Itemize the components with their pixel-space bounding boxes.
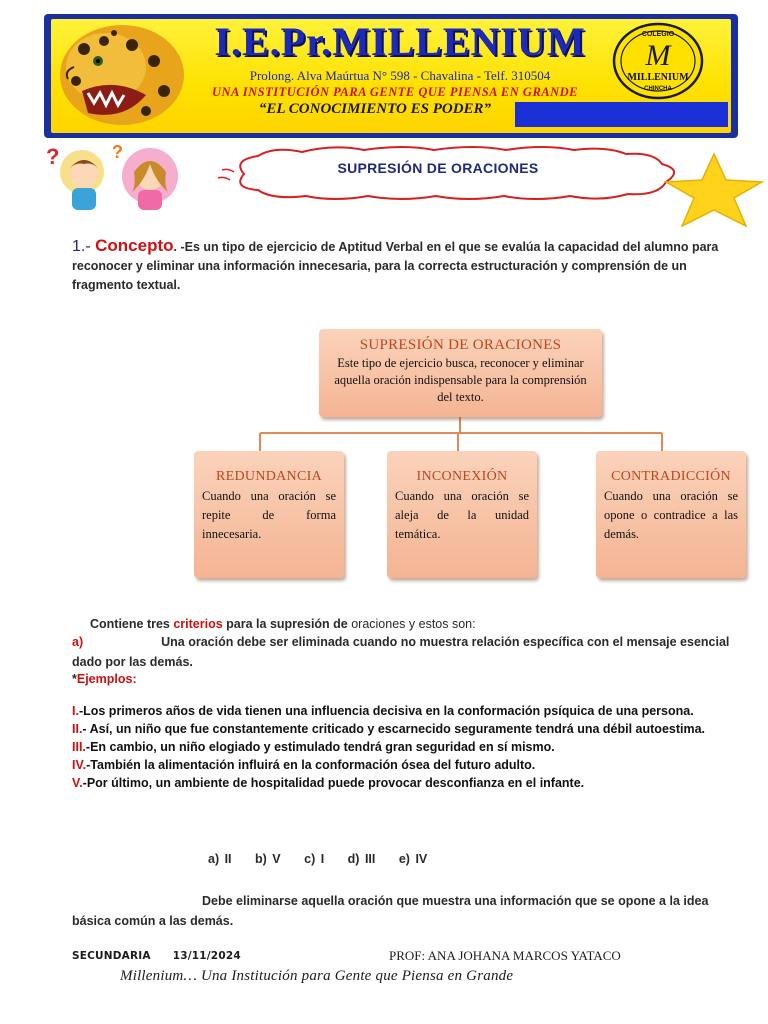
thinking-kids-illustration bbox=[44, 142, 188, 210]
answer-options bbox=[208, 849, 608, 869]
sentence-number: IV. bbox=[72, 758, 87, 772]
answer-option: c) I bbox=[304, 852, 325, 866]
header-blue-bar bbox=[515, 102, 728, 127]
sentence-item bbox=[72, 774, 732, 792]
criterion-a-text: Una oración debe ser eliminada cuando no muestra relación específica con el mensaje esencial dado por las demás. bbox=[72, 635, 730, 669]
svg-text:?: ? bbox=[46, 144, 60, 169]
diagram-connector-lines bbox=[250, 415, 680, 455]
diagram-root-heading: SUPRESIÓN DE ORACIONES bbox=[359, 337, 562, 353]
diagram-box-body: Cuando una oración se aleja de la unidad temática. bbox=[395, 489, 529, 541]
sentence-text: -También la alimentación influirá en la conformación ósea del futuro adulto. bbox=[86, 758, 536, 772]
sentence-number: V. bbox=[72, 776, 83, 790]
examples-star: * bbox=[72, 672, 77, 686]
answer-option: a) II bbox=[208, 852, 232, 866]
footer-level-date bbox=[72, 950, 263, 962]
diagram-box-body: Cuando una oración se repite de forma innecesaria. bbox=[202, 489, 336, 541]
badge-monogram: M bbox=[645, 39, 671, 72]
sentence-item bbox=[72, 720, 732, 738]
criterion-c-text: Debe eliminarse aquella oración que muestra una información que se opone a la idea básica común a las demás. bbox=[72, 894, 709, 928]
example-sentences bbox=[72, 702, 732, 792]
concept-text: . -Es un tipo de ejercicio de Aptitud Verbal en el que se evalúa la capacidad del alumno para reconocer y eliminar una información innecesaria, para la correcta estructuración y comprensión de un fragmento textual. bbox=[72, 240, 719, 292]
sentence-text: -Los primeros años de vida tienen una influencia decisiva en la conformación psíquica de una persona. bbox=[78, 704, 694, 718]
criteria-intro-post: oraciones y estos son: bbox=[351, 617, 476, 631]
criterion-a bbox=[72, 632, 732, 672]
diagram-box-redundancia bbox=[194, 451, 344, 578]
criteria-keyword: criterios bbox=[173, 617, 223, 631]
criterion-a-label: a) bbox=[72, 635, 84, 649]
badge-top-text: COLEGIO bbox=[641, 31, 675, 38]
criteria-intro-pre: Contiene tres bbox=[90, 617, 174, 631]
diagram-box-inconexion bbox=[387, 451, 537, 578]
school-badge-icon bbox=[612, 22, 704, 100]
badge-name-text: MILLENIUM bbox=[627, 72, 689, 83]
footer-motto: Millenium… Una Institución para Gente que Piensa en Grande bbox=[120, 968, 514, 984]
jaguar-logo-icon bbox=[54, 21, 186, 129]
criteria-intro-mid: para la supresión de bbox=[222, 617, 352, 631]
sentence-number: I. bbox=[72, 704, 79, 718]
sentence-text: -En cambio, un niño elogiado y estimulado tendrá gran seguridad en sí mismo. bbox=[85, 740, 555, 754]
answer-option: b) V bbox=[255, 852, 281, 866]
examples-heading bbox=[72, 669, 272, 689]
diagram-box-heading: CONTRADICCIÓN bbox=[611, 469, 731, 484]
diagram-root-box bbox=[319, 329, 602, 417]
svg-text:?: ? bbox=[112, 142, 123, 162]
examples-label: Ejemplos: bbox=[76, 672, 137, 686]
school-name: I.E.Pr.MILLENIUM bbox=[214, 19, 586, 64]
criteria-intro bbox=[90, 614, 730, 634]
diagram-box-contradiccion bbox=[596, 451, 746, 578]
answer-option: e) IV bbox=[398, 852, 428, 866]
diagram-box-heading: REDUNDANCIA bbox=[216, 469, 322, 484]
concept-number: 1.- bbox=[72, 238, 96, 255]
badge-city-text: CHINCHA bbox=[644, 86, 672, 92]
sentence-item bbox=[72, 738, 732, 756]
school-slogan: UNA INSTITUCIÓN PARA GENTE QUE PIENSA EN GRANDE bbox=[211, 85, 579, 99]
footer-teacher: PROF: ANA JOHANA MARCOS YATACO bbox=[389, 948, 621, 963]
sentence-text: -Por último, un ambiente de hospitalidad puede provocar desconfianza en el infante. bbox=[82, 776, 585, 790]
sentence-item bbox=[72, 756, 732, 774]
sentence-number: II. bbox=[72, 722, 83, 736]
page-title: SUPRESIÓN DE ORACIONES bbox=[337, 160, 539, 176]
school-motto: “EL CONOCIMIENTO ES PODER” bbox=[258, 101, 492, 117]
criterion-contradiction bbox=[72, 891, 732, 931]
diagram-box-body: Cuando una oración se opone o contradice a las demás. bbox=[604, 489, 738, 541]
sentence-item bbox=[72, 702, 732, 720]
star-icon bbox=[664, 152, 768, 228]
school-address: Prolong. Alva Maúrtua N° 598 - Chavalina - Telf. 310504 bbox=[249, 68, 551, 83]
concept-paragraph bbox=[72, 236, 722, 295]
footer-date: 13/11/2024 bbox=[172, 950, 241, 962]
diagram-root-body: Este tipo de ejercicio busca, reconocer y eliminar aquella oración indispensable para la comprensión del texto. bbox=[334, 356, 587, 404]
footer-level: SECUNDARIA bbox=[72, 950, 151, 962]
concept-word: Concepto bbox=[95, 236, 174, 255]
diagram-box-heading: INCONEXIÓN bbox=[416, 469, 508, 484]
sentence-text: - Así, un niño que fue constantemente criticado y escarnecido seguramente tendrá una débil autoestima. bbox=[82, 722, 706, 736]
answer-option: d) III bbox=[347, 852, 376, 866]
sentence-number: III. bbox=[72, 740, 86, 754]
